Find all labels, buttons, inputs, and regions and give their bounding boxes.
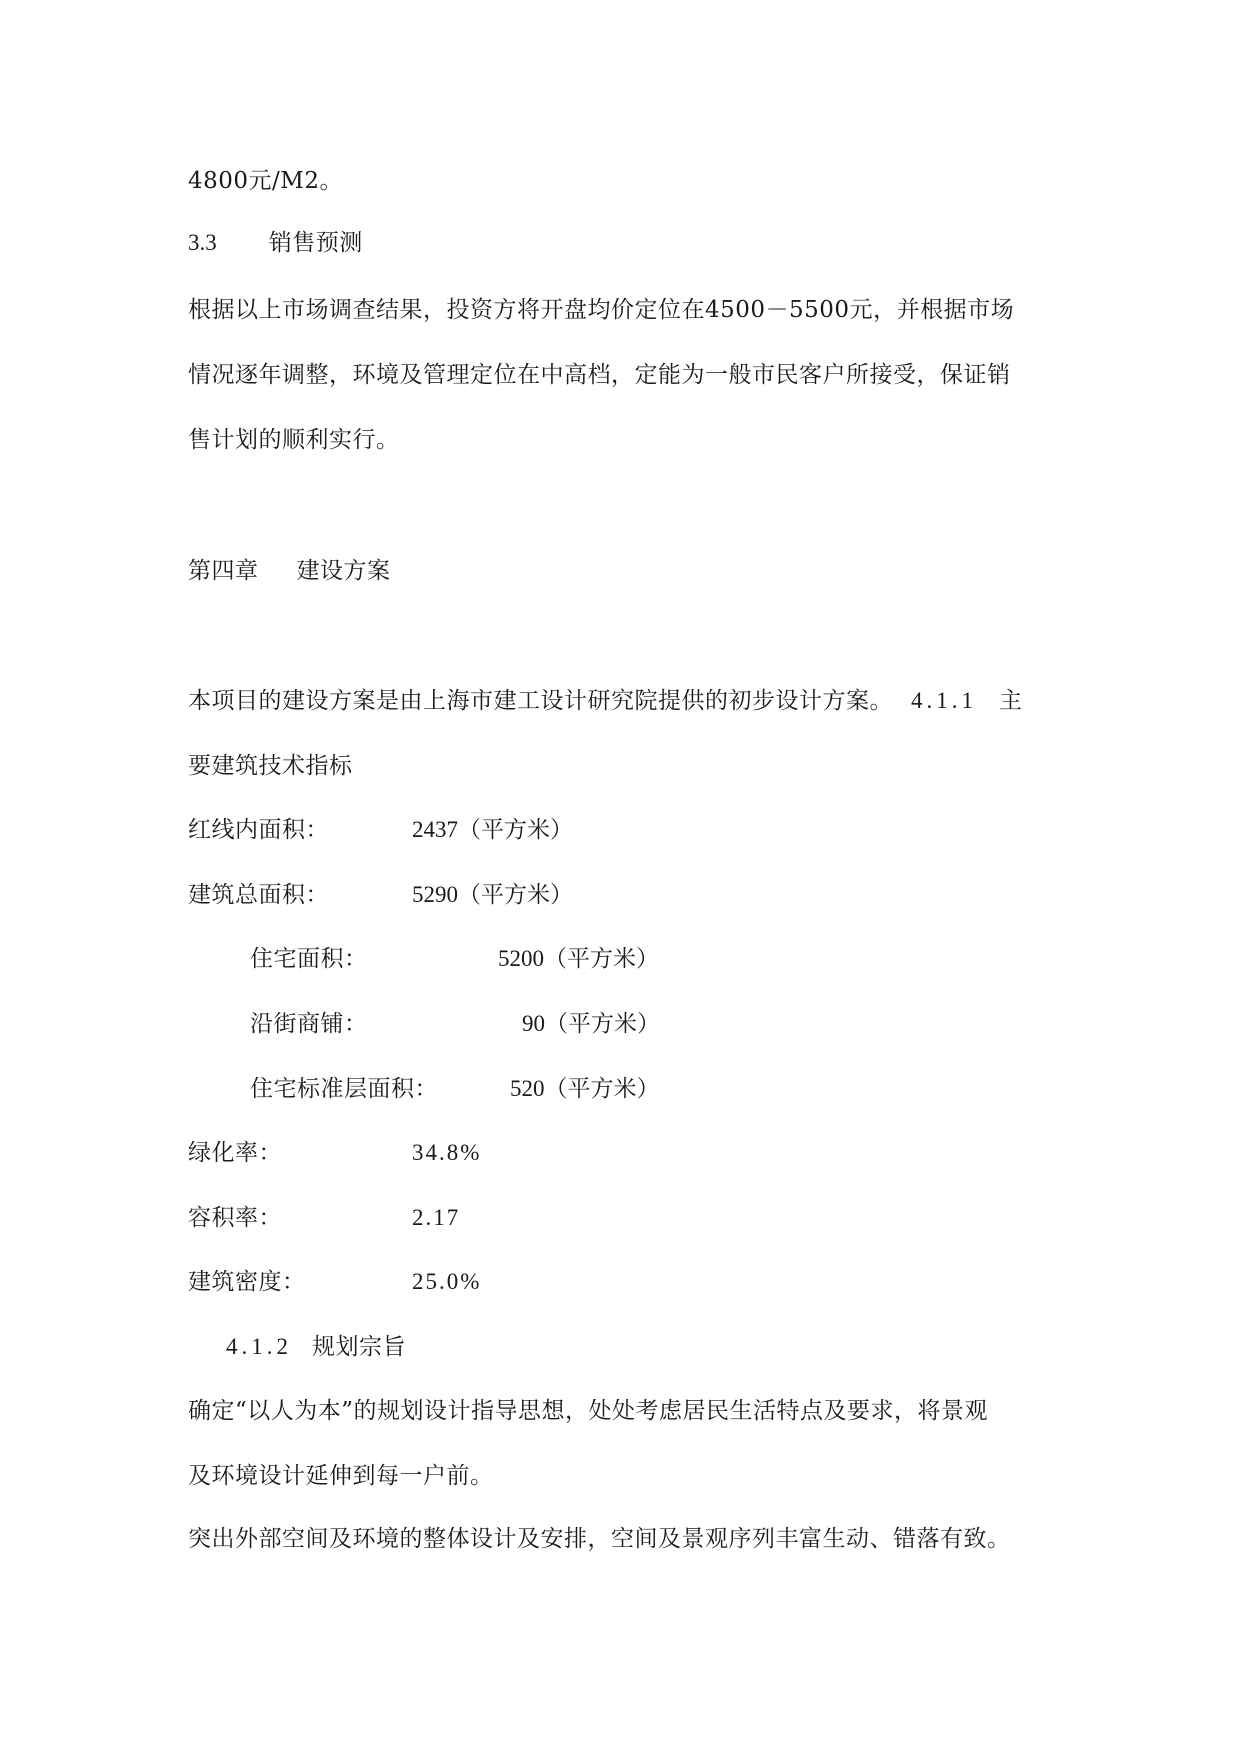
paragraph-line: 情况逐年调整，环境及管理定位在中高档，定能为一般市民客户所接受，保证销 — [188, 362, 1011, 388]
chapter-label: 第四章 — [188, 558, 259, 584]
paragraph-line: 及环境设计延伸到每一户前。 — [188, 1463, 494, 1489]
ratio-label: 容积率： — [188, 1205, 282, 1231]
indicator-row — [188, 815, 573, 845]
intro-text: 本项目的建设方案是由上海市建工设计研究院提供的初步设计方案。 — [188, 688, 893, 714]
section-title: 销售预测 — [268, 230, 363, 256]
chapter-heading — [188, 556, 391, 586]
ratio-row — [188, 1138, 482, 1168]
prev-line-text: 4800元/M2。 — [188, 168, 343, 194]
section-heading-3-3 — [188, 228, 363, 258]
paragraph-line: 确定“以人为本”的规划设计指导思想，处处考虑居民生活特点及要求，将景观 — [188, 1398, 989, 1424]
sub-indicator-row — [250, 1009, 660, 1039]
ratio-row — [188, 1203, 461, 1233]
ratio-row — [188, 1267, 482, 1297]
indicator-label: 红线内面积： — [188, 817, 329, 843]
ratio-label: 绿化率： — [188, 1140, 282, 1166]
sub-indicator-row — [250, 944, 659, 974]
indicator-label: 建筑总面积： — [188, 882, 329, 908]
sub-indicator-value: 5200（平方米） — [498, 946, 659, 971]
sub-indicator-row — [250, 1074, 660, 1104]
ratio-value: 25.0% — [412, 1269, 482, 1294]
ratio-label: 建筑密度： — [188, 1269, 306, 1295]
ratio-value: 34.8% — [412, 1140, 482, 1165]
section-number: 4.1.2 — [226, 1334, 292, 1359]
chapter-title: 建设方案 — [296, 558, 391, 584]
indicator-value: 5290（平方米） — [412, 882, 573, 907]
ratio-value: 2.17 — [412, 1205, 461, 1230]
sub-indicator-label: 住宅面积： — [250, 946, 368, 972]
paragraph-line: 售计划的顺利实行。 — [188, 427, 400, 453]
sub-indicator-label: 住宅标准层面积： — [250, 1076, 438, 1102]
section-number: 3.3 — [188, 230, 217, 255]
section-title: 规划宗旨 — [312, 1334, 406, 1360]
section-heading-4-1-2 — [226, 1332, 406, 1362]
paragraph-line: 突出外部空间及环境的整体设计及安排，空间及景观序列丰富生动、错落有致。 — [188, 1526, 1011, 1552]
prev-paragraph-end — [188, 166, 343, 196]
indicator-row — [188, 880, 573, 910]
sub-heading-number: 4.1.1 — [911, 688, 977, 713]
paragraph-line: 根据以上市场调查结果，投资方将开盘均价定位在4500－5500元，并根据市场 — [188, 297, 1015, 323]
sub-heading-continued: 要建筑技术指标 — [188, 753, 353, 779]
intro-paragraph-line — [188, 686, 1023, 716]
indicator-value: 2437（平方米） — [412, 817, 573, 842]
sub-heading-first-char: 主 — [999, 688, 1023, 714]
sub-indicator-label: 沿街商铺： — [250, 1011, 368, 1037]
sub-indicator-value: 90（平方米） — [522, 1011, 660, 1036]
sub-indicator-value: 520（平方米） — [510, 1076, 660, 1101]
